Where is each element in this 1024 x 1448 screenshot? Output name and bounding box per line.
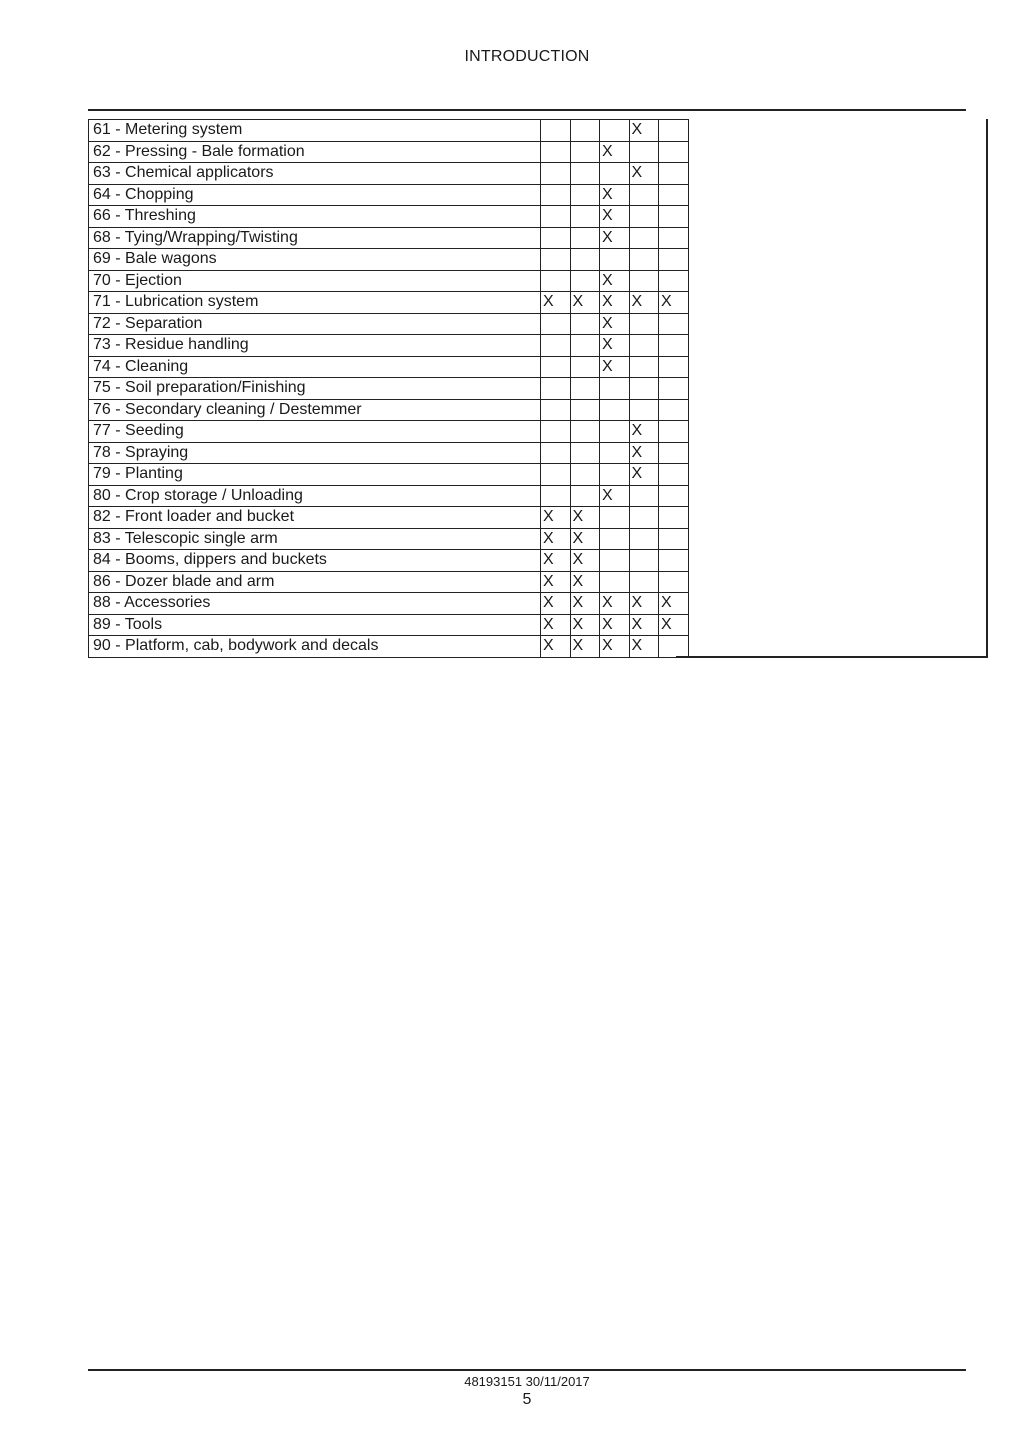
applicability-mark: X <box>629 464 659 486</box>
applicability-mark: X <box>629 593 659 615</box>
applicability-mark <box>659 399 689 421</box>
table-row <box>89 399 689 421</box>
table-row <box>89 593 689 615</box>
applicability-mark <box>570 421 600 443</box>
applicability-mark <box>570 249 600 271</box>
applicability-mark <box>659 528 689 550</box>
applicability-mark <box>570 356 600 378</box>
applicability-mark <box>600 528 630 550</box>
applicability-mark: X <box>600 313 630 335</box>
table-row <box>89 614 689 636</box>
section-name: 61 - Metering system <box>89 120 541 142</box>
section-name: 90 - Platform, cab, bodywork and decals <box>89 636 541 658</box>
applicability-mark: X <box>570 614 600 636</box>
table-row <box>89 270 689 292</box>
applicability-mark: X <box>541 636 571 658</box>
applicability-mark <box>570 378 600 400</box>
applicability-mark <box>541 227 571 249</box>
applicability-mark: X <box>600 485 630 507</box>
table-row <box>89 356 689 378</box>
applicability-mark <box>629 378 659 400</box>
applicability-mark <box>629 249 659 271</box>
applicability-mark: X <box>600 141 630 163</box>
applicability-mark <box>541 399 571 421</box>
applicability-mark <box>570 313 600 335</box>
applicability-mark <box>659 356 689 378</box>
applicability-mark <box>600 378 630 400</box>
table-bottom-border <box>676 656 988 658</box>
applicability-mark <box>659 227 689 249</box>
applicability-mark <box>600 464 630 486</box>
applicability-mark <box>570 399 600 421</box>
table-row <box>89 464 689 486</box>
applicability-mark <box>570 184 600 206</box>
applicability-mark: X <box>600 356 630 378</box>
applicability-mark: X <box>629 442 659 464</box>
section-name: 70 - Ejection <box>89 270 541 292</box>
applicability-grid <box>88 119 689 658</box>
section-name: 75 - Soil preparation/Finishing <box>89 378 541 400</box>
table-row <box>89 313 689 335</box>
applicability-mark: X <box>541 528 571 550</box>
section-name: 63 - Chemical applicators <box>89 163 541 185</box>
applicability-mark <box>570 485 600 507</box>
applicability-mark <box>659 270 689 292</box>
table-row <box>89 249 689 271</box>
table-row <box>89 485 689 507</box>
applicability-mark: X <box>600 593 630 615</box>
applicability-mark <box>600 399 630 421</box>
applicability-mark <box>570 141 600 163</box>
table-row <box>89 550 689 572</box>
applicability-mark <box>541 421 571 443</box>
applicability-mark <box>541 485 571 507</box>
section-name: 86 - Dozer blade and arm <box>89 571 541 593</box>
applicability-mark <box>541 356 571 378</box>
applicability-mark <box>659 550 689 572</box>
table-row <box>89 636 689 658</box>
section-name: 71 - Lubrication system <box>89 292 541 314</box>
applicability-mark <box>570 464 600 486</box>
section-name: 83 - Telescopic single arm <box>89 528 541 550</box>
section-name: 78 - Spraying <box>89 442 541 464</box>
table-row <box>89 141 689 163</box>
applicability-mark <box>659 636 689 658</box>
applicability-mark <box>659 249 689 271</box>
applicability-mark <box>659 442 689 464</box>
applicability-mark <box>541 335 571 357</box>
section-name: 73 - Residue handling <box>89 335 541 357</box>
applicability-mark <box>570 163 600 185</box>
footer-divider <box>88 1369 966 1371</box>
applicability-mark <box>541 464 571 486</box>
applicability-mark <box>541 442 571 464</box>
applicability-mark <box>541 184 571 206</box>
applicability-mark <box>659 571 689 593</box>
applicability-mark: X <box>570 571 600 593</box>
applicability-mark <box>659 378 689 400</box>
table-right-border <box>986 119 988 658</box>
applicability-mark: X <box>629 421 659 443</box>
applicability-mark <box>570 270 600 292</box>
table-row <box>89 528 689 550</box>
applicability-mark <box>629 507 659 529</box>
applicability-mark <box>659 421 689 443</box>
applicability-mark <box>629 335 659 357</box>
applicability-mark: X <box>570 593 600 615</box>
table-row <box>89 227 689 249</box>
section-name: 64 - Chopping <box>89 184 541 206</box>
applicability-mark: X <box>600 292 630 314</box>
applicability-mark <box>629 571 659 593</box>
page-number: 5 <box>522 1391 532 1408</box>
applicability-mark <box>600 507 630 529</box>
applicability-mark: X <box>570 292 600 314</box>
applicability-mark <box>659 507 689 529</box>
applicability-mark: X <box>629 636 659 658</box>
page-title: INTRODUCTION <box>464 48 590 65</box>
applicability-mark <box>541 249 571 271</box>
applicability-mark: X <box>600 636 630 658</box>
applicability-mark <box>629 270 659 292</box>
section-name: 62 - Pressing - Bale formation <box>89 141 541 163</box>
applicability-mark <box>600 421 630 443</box>
applicability-mark: X <box>659 593 689 615</box>
section-name: 88 - Accessories <box>89 593 541 615</box>
applicability-mark <box>629 485 659 507</box>
section-name: 68 - Tying/Wrapping/Twisting <box>89 227 541 249</box>
section-name: 74 - Cleaning <box>89 356 541 378</box>
applicability-mark <box>659 464 689 486</box>
table-row <box>89 378 689 400</box>
table-row <box>89 571 689 593</box>
header-divider <box>88 109 966 111</box>
applicability-mark <box>629 550 659 572</box>
applicability-mark: X <box>659 614 689 636</box>
section-applicability-table <box>88 119 988 658</box>
applicability-mark: X <box>600 335 630 357</box>
table-row <box>89 120 689 142</box>
applicability-mark: X <box>600 184 630 206</box>
applicability-mark <box>541 270 571 292</box>
applicability-mark <box>570 442 600 464</box>
applicability-mark <box>570 335 600 357</box>
applicability-mark: X <box>570 636 600 658</box>
table-row <box>89 292 689 314</box>
applicability-mark <box>629 184 659 206</box>
applicability-mark: X <box>570 507 600 529</box>
table-row <box>89 442 689 464</box>
applicability-mark <box>600 249 630 271</box>
table-row <box>89 206 689 228</box>
applicability-mark <box>659 335 689 357</box>
applicability-mark <box>570 120 600 142</box>
applicability-mark <box>629 313 659 335</box>
applicability-mark <box>541 141 571 163</box>
applicability-mark: X <box>570 528 600 550</box>
applicability-mark <box>600 550 630 572</box>
applicability-mark: X <box>600 227 630 249</box>
applicability-mark <box>659 120 689 142</box>
applicability-mark: X <box>541 550 571 572</box>
applicability-mark: X <box>570 550 600 572</box>
applicability-mark: X <box>600 206 630 228</box>
section-name: 72 - Separation <box>89 313 541 335</box>
section-name: 82 - Front loader and bucket <box>89 507 541 529</box>
table-row <box>89 507 689 529</box>
applicability-mark <box>659 485 689 507</box>
applicability-mark <box>629 399 659 421</box>
applicability-mark <box>600 163 630 185</box>
applicability-mark <box>659 163 689 185</box>
applicability-mark: X <box>541 292 571 314</box>
applicability-mark <box>629 141 659 163</box>
section-name: 76 - Secondary cleaning / Destemmer <box>89 399 541 421</box>
table-row <box>89 184 689 206</box>
applicability-mark: X <box>541 507 571 529</box>
section-name: 77 - Seeding <box>89 421 541 443</box>
applicability-mark: X <box>600 614 630 636</box>
section-name: 69 - Bale wagons <box>89 249 541 271</box>
applicability-mark <box>541 120 571 142</box>
table-row <box>89 421 689 443</box>
applicability-mark <box>600 120 630 142</box>
applicability-mark <box>600 442 630 464</box>
section-name: 89 - Tools <box>89 614 541 636</box>
table-row <box>89 335 689 357</box>
applicability-mark: X <box>541 571 571 593</box>
applicability-mark <box>541 313 571 335</box>
applicability-mark <box>570 206 600 228</box>
applicability-mark <box>629 528 659 550</box>
section-name: 84 - Booms, dippers and buckets <box>89 550 541 572</box>
applicability-mark <box>541 378 571 400</box>
applicability-mark <box>659 206 689 228</box>
applicability-mark <box>659 313 689 335</box>
applicability-mark: X <box>629 120 659 142</box>
applicability-mark <box>541 163 571 185</box>
applicability-mark: X <box>541 593 571 615</box>
applicability-mark <box>659 184 689 206</box>
applicability-mark <box>541 206 571 228</box>
applicability-mark: X <box>600 270 630 292</box>
applicability-mark: X <box>541 614 571 636</box>
table-row <box>89 163 689 185</box>
applicability-mark: X <box>659 292 689 314</box>
document-reference: 48193151 30/11/2017 <box>464 1374 590 1389</box>
applicability-mark <box>629 227 659 249</box>
applicability-mark: X <box>629 614 659 636</box>
applicability-mark <box>600 571 630 593</box>
applicability-mark <box>629 206 659 228</box>
applicability-mark <box>629 356 659 378</box>
applicability-mark <box>659 141 689 163</box>
section-name: 79 - Planting <box>89 464 541 486</box>
applicability-mark: X <box>629 163 659 185</box>
applicability-mark: X <box>629 292 659 314</box>
section-name: 80 - Crop storage / Unloading <box>89 485 541 507</box>
applicability-mark <box>570 227 600 249</box>
section-name: 66 - Threshing <box>89 206 541 228</box>
